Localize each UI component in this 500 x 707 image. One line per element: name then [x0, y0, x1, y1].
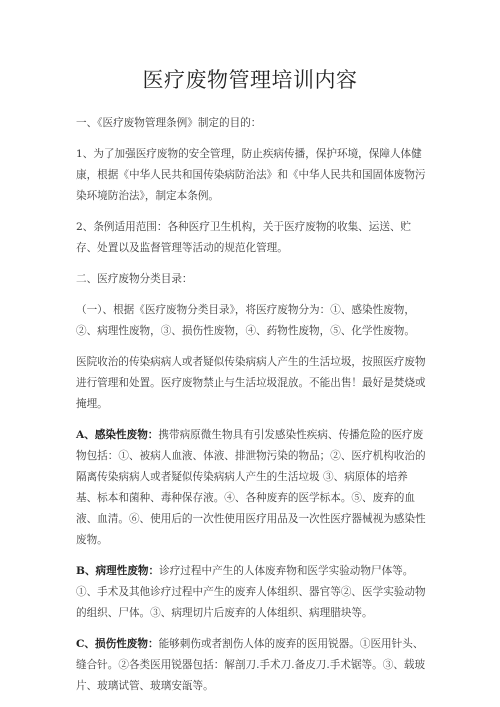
category-label: C、损伤性废物： [76, 638, 159, 650]
category-label: B、病理性废物： [76, 565, 160, 577]
section-heading-purpose: 一、《医疗废物管理条例》制定的目的： [76, 117, 262, 129]
paragraph-purpose: 1、为了加强医疗废物的安全管理，防止疾病传播，保护环境，保障人体健康，根据《中华人民共和国传染病防治法》和《中华人民共和国固体废物污染环境防治法》，制定本条例。 [76, 148, 426, 202]
category-pathological [76, 561, 428, 624]
category-sharps [76, 634, 428, 697]
paragraph-scope: 2、条例适用范围：各种医疗卫生机构，关于医疗废物的收集、运送、贮存、处置以及监督管理等活动的规范化管理。 [76, 221, 412, 254]
category-text: 携带病原微生物具有引发感染性疾病、传播危险的医疗废物包括：①、被病人血液、体液、排泄物污染的物品；②、医疗机构收治的隔离传染病病人或者疑似传染病病人产生的生活垃圾 ③、病原体的培养基、标本和菌种、毒种保存液。④、各种废弃的医学标本。⑤、废弃的血液、血清。⑥、使用后的一次性使用医疗用品及一次性医疗器械视为感染性废物。 [76, 429, 426, 546]
category-text: 诊疗过程中产生的人体废弃物和医学实验动物尸体等。①、手术及其他诊疗过程中产生的废弃人体组织、器官等②、医学实验动物的组织、尸体。③、病理切片后废弃的人体组织、病理腊块等。 [76, 565, 426, 619]
document-body [76, 113, 428, 707]
category-text: 能够刺伤或者割伤人体的废弃的医用锐器。①医用针头、缝合针。②各类医用锐器包括：解剖刀.手术刀.备皮刀.手术锯等。③、载玻片、玻璃试管、玻璃安瓿等。 [76, 638, 426, 692]
paragraph-classification-list: （一）、根据《医疗废物分类目录》，将医疗废物分为：①、感染性废物，②、病理性废物，③、损伤性废物，④、药物性废物，⑤、化学性废物。 [76, 304, 415, 337]
section-heading-classification: 二、医疗废物分类目录： [76, 273, 193, 285]
category-infectious [76, 425, 428, 551]
paragraph-household-waste: 医院收治的传染病病人或者疑似传染病病人产生的生活垃圾，按照医疗废物进行管理和处置。医疗废物禁止与生活垃圾混放。不能出售！最好是焚烧或掩埋。 [76, 356, 426, 410]
category-label: A、感染性废物： [76, 429, 159, 441]
page-title: 医疗废物管理培训内容 [142, 68, 358, 92]
